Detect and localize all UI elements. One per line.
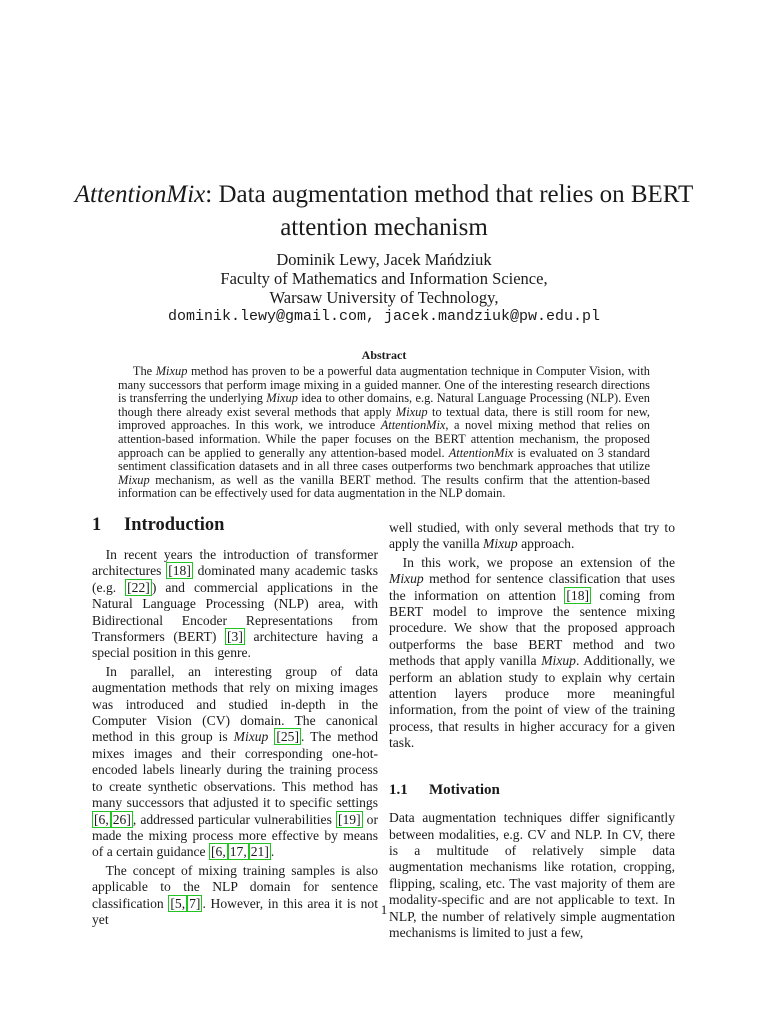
text: or made the mixing process more effective by means of a certain guidance bbox=[92, 811, 378, 860]
text: method for sentence classification that uses the information on attention bbox=[389, 571, 675, 603]
abstract-text: The bbox=[132, 364, 156, 378]
citation-link[interactable]: [25] bbox=[276, 729, 299, 745]
section-number: 1 bbox=[92, 515, 102, 535]
citation-link[interactable]: [6, bbox=[94, 811, 109, 827]
abstract-text: idea to other domains, e.g. Natural Language Processing (NLP). Even though there already exist several methods that apply bbox=[118, 391, 650, 419]
author-affiliation: Faculty of Mathematics and Information Science, bbox=[220, 269, 548, 288]
author-emails: dominik.lewy@gmail.com, jacek.mandziuk@pw.edu.pl bbox=[167, 308, 601, 325]
citation-link[interactable]: [22] bbox=[127, 579, 150, 595]
citation-link[interactable]: [19] bbox=[337, 811, 361, 827]
subsection-title: Motivation bbox=[429, 781, 500, 798]
right-column bbox=[389, 520, 675, 943]
text: architecture having a special position in this genre. bbox=[92, 629, 379, 661]
abstract-body bbox=[118, 365, 650, 501]
text: . bbox=[270, 844, 275, 860]
author-names: Dominik Lewy, Jacek Mańdziuk bbox=[276, 250, 492, 269]
citation-link[interactable]: 26] bbox=[112, 811, 131, 827]
text: . Additionally, we perform an ablation study to explain why certain attention layers produce more meaningful information, from the point of view of the training process, that results in higher accuracy for a given task. bbox=[389, 653, 675, 751]
paper-title bbox=[60, 178, 708, 244]
paragraph bbox=[389, 555, 675, 752]
abstract-text: , a novel mixing method that relies on attention-based information. While the paper focuses on the BERT attention mechanism, the proposed approach can be applied to generally any attention-based model. bbox=[118, 418, 650, 460]
abstract-emph: AttentionMix bbox=[380, 418, 446, 433]
paragraph bbox=[389, 520, 675, 553]
abstract-emph: Mixup bbox=[118, 472, 150, 487]
abstract-emph: Mixup bbox=[266, 391, 298, 406]
subsection-number: 1.1 bbox=[389, 781, 408, 798]
text: The concept of mixing training samples is also applicable to the NLP domain for sentence classification bbox=[92, 862, 378, 911]
text: In recent years the introduction of transformer architectures bbox=[92, 547, 378, 579]
paragraph bbox=[92, 863, 378, 929]
emph: Mixup bbox=[541, 653, 576, 669]
left-column bbox=[92, 547, 378, 930]
paragraph bbox=[92, 547, 378, 662]
text: , addressed particular vulnerabilities bbox=[132, 811, 336, 827]
paragraph bbox=[92, 664, 378, 861]
section-heading-introduction bbox=[92, 515, 224, 536]
section-title: Introduction bbox=[124, 515, 225, 535]
abstract-text: mechanism, as well as the vanilla BERT method. The results confirm that the attention-based information can be effectively used for data augmentation in the NLP domain. bbox=[118, 472, 650, 501]
text: ) and commercial applications in the Natural Language Processing (NLP) area, with Bidirectional Encoder Representations from Transformers (BERT) bbox=[92, 579, 378, 645]
citation-link[interactable]: [18] bbox=[566, 587, 590, 603]
abstract-emph: Mixup bbox=[395, 404, 428, 419]
title-rest: : Data augmentation method that relies on BERT attention mechanism bbox=[205, 181, 694, 241]
page-number: 1 bbox=[380, 902, 388, 917]
text: approach. bbox=[517, 536, 575, 552]
text: . The method mixes images and their corresponding one-hot-encoded labels linearly during the training process to create synthetic observations. This method has many successors that adjusted it to specific settings bbox=[92, 729, 379, 811]
author-university: Warsaw University of Technology, bbox=[269, 288, 499, 307]
text: In parallel, an interesting group of data augmentation methods that rely on mixing images was introduced and studied in-depth in the Computer Vision (CV) domain. The canonical method in this group is bbox=[92, 663, 378, 745]
citation-link[interactable]: 17, bbox=[229, 844, 247, 860]
citation-link[interactable]: 21] bbox=[250, 844, 269, 860]
abstract-text: to textual data, there is still room for new, improved approaches. In this work, we introduce bbox=[118, 404, 650, 433]
paragraph: Data augmentation techniques differ significantly between modalities, e.g. CV and NLP. In CV, there is a multitude of relatively simple data augmentation mechanisms like rotation, cropping, flipping, scaling, etc. The vast majority of them are modality-specific and are not applicable to text. In NLP, the number of relatively simple augmentation mechanisms is limited to just a few, bbox=[389, 810, 675, 940]
abstract-emph: Mixup bbox=[155, 364, 188, 378]
emph: Mixup bbox=[389, 571, 424, 587]
subsection-heading-motivation bbox=[389, 782, 675, 798]
citation-link[interactable]: [18] bbox=[168, 563, 191, 579]
text: . However, in this area it is not yet bbox=[92, 895, 378, 927]
text: coming from BERT model to improve the sentence mixing procedure. We show that the proposed approach outperforms the base BERT method and two methods that apply vanilla bbox=[389, 587, 675, 669]
citation-link[interactable]: [5, bbox=[170, 895, 186, 911]
abstract-text: is evaluated on 3 standard sentiment classification datasets and in all three cases outperforms two benchmark approaches that utilize bbox=[118, 445, 651, 474]
emph: Mixup bbox=[483, 536, 518, 552]
citation-link[interactable]: 7] bbox=[189, 895, 201, 911]
citation-link[interactable]: [3] bbox=[227, 629, 243, 645]
text: In this work, we propose an extension of the bbox=[402, 554, 675, 570]
abstract-text: method has proven to be a powerful data augmentation technique in Computer Vision, with many successors that perform image mixing in a guided manner. One of the interesting research directions is transferring the underlying bbox=[118, 364, 650, 406]
emph: Mixup bbox=[233, 729, 269, 745]
abstract-heading: Abstract bbox=[361, 348, 407, 362]
author-block bbox=[60, 250, 708, 326]
citation-link[interactable]: [6, bbox=[211, 844, 226, 860]
text: well studied, with only several methods that try to apply the vanilla bbox=[389, 520, 675, 552]
abstract-emph: AttentionMix bbox=[448, 445, 514, 460]
text: dominated many academic tasks (e.g. bbox=[92, 563, 378, 595]
title-method-name: AttentionMix bbox=[74, 181, 206, 208]
